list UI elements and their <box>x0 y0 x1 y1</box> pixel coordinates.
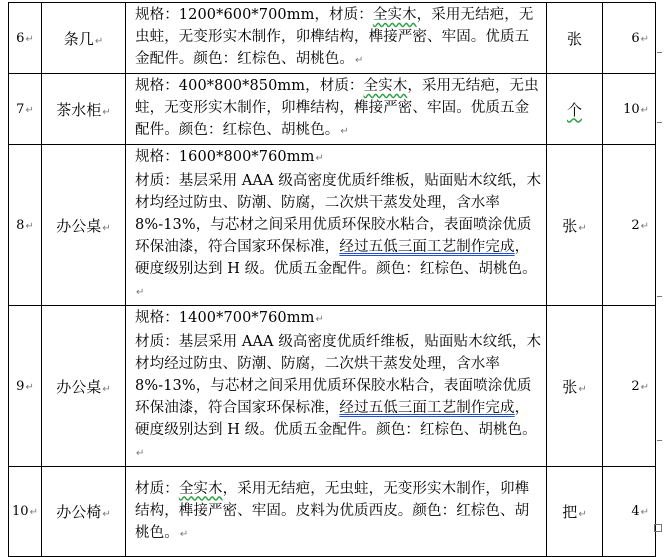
table-resize-handle[interactable] <box>654 524 662 532</box>
spellcheck-flagged-text: 全实木 <box>178 480 223 497</box>
description-paragraph <box>135 75 542 143</box>
item-description-cell[interactable] <box>126 74 547 145</box>
paragraph-mark-icon: ↵ <box>102 222 111 234</box>
table-edge-marker <box>657 52 662 53</box>
table-edge-marker <box>657 296 662 297</box>
paragraph-mark-icon: ↵ <box>25 104 34 116</box>
item-name: 办公桌 <box>56 216 102 235</box>
item-unit: 张 <box>566 29 582 48</box>
description-text: ，采用无结疤，无虫蛀，无变形实木制作，卯榫结构，榫接严密、牢固。优质五金配件。颜色：红棕色、胡桃色。 <box>135 78 539 138</box>
item-description-cell[interactable] <box>126 467 547 557</box>
item-name: 茶水柜 <box>56 100 102 119</box>
paragraph-mark-icon: ↵ <box>640 381 649 393</box>
table-row <box>9 467 656 557</box>
item-description-cell[interactable] <box>126 3 547 74</box>
description-text: ，硬度级别达到 H 级。优质五金配件。颜色：红棕色、胡桃色。 <box>135 400 537 438</box>
paragraph-mark-icon: ↵ <box>102 509 111 520</box>
item-unit-cell[interactable] <box>547 145 603 306</box>
item-number: 7 <box>16 101 25 117</box>
item-name-cell[interactable] <box>42 3 126 74</box>
paragraph-mark-icon: ↵ <box>315 314 324 325</box>
paragraph-mark-icon: ↵ <box>25 381 34 393</box>
item-quantity-cell[interactable] <box>603 74 656 145</box>
item-name-cell[interactable] <box>42 467 126 557</box>
paragraph-mark-icon: ↵ <box>136 287 145 298</box>
description-text: 规格：400*800*850mm，材质： <box>135 78 364 94</box>
item-quantity: 6 <box>631 30 640 46</box>
item-name: 办公椅 <box>56 503 102 521</box>
description-paragraph <box>135 170 542 304</box>
paragraph-mark-icon: ↵ <box>136 448 145 459</box>
paragraph-mark-icon: ↵ <box>640 507 649 518</box>
item-unit-cell[interactable] <box>547 74 603 145</box>
item-name-cell[interactable] <box>42 74 126 145</box>
paragraph-mark-icon: ↵ <box>102 383 111 395</box>
paragraph-mark-icon: ↵ <box>640 220 649 232</box>
description-text: ，采用无结疤，无虫蛀，无变形实木制作，卯榫结构，榫接严密、牢固。皮料为优质西皮。颜色：红棕色、胡桃色。 <box>135 480 530 541</box>
paragraph-mark-icon: ↵ <box>25 220 34 232</box>
description-paragraph <box>135 146 542 170</box>
table-edge-marker <box>657 122 662 123</box>
furniture-spec-table <box>8 2 656 557</box>
item-unit-cell[interactable] <box>547 306 603 467</box>
description-paragraph <box>135 478 542 546</box>
paragraph-mark-icon: ↵ <box>640 33 649 45</box>
item-number-cell[interactable] <box>9 467 42 557</box>
item-unit: 个 <box>566 100 582 119</box>
paragraph-mark-icon: ↵ <box>355 55 364 66</box>
item-quantity: 2 <box>631 217 640 233</box>
paragraph-mark-icon: ↵ <box>340 126 349 137</box>
item-quantity: 10 <box>623 101 640 117</box>
item-unit: 张 <box>562 377 578 396</box>
paragraph-mark-icon: ↵ <box>640 104 649 116</box>
item-name-cell[interactable] <box>42 145 126 306</box>
item-name-cell[interactable] <box>42 306 126 467</box>
item-number: 8 <box>16 217 25 233</box>
description-paragraph <box>135 4 542 72</box>
grammar-flagged-text: 经过五低三面工艺制作完成 <box>339 239 515 255</box>
table-edge-marker <box>657 440 662 441</box>
description-text: 规格：1400*700*760mm <box>135 310 315 326</box>
item-quantity-cell[interactable] <box>603 145 656 306</box>
item-description-cell[interactable] <box>126 145 547 306</box>
spellcheck-flagged-text: 全实木 <box>363 78 408 94</box>
item-number-cell[interactable] <box>9 306 42 467</box>
paragraph-mark-icon: ↵ <box>578 222 587 234</box>
item-unit: 把 <box>562 503 578 521</box>
spellcheck-flagged-text: 全实木 <box>372 7 417 23</box>
description-paragraph <box>135 307 542 331</box>
grammar-flagged-text: 经过五低三面工艺制作完成 <box>339 400 515 416</box>
item-unit-cell[interactable] <box>547 467 603 557</box>
table-row <box>9 3 656 74</box>
paragraph-mark-icon: ↵ <box>29 507 38 518</box>
description-text: 材质：基层采用 AAA 级高密度优质纤维板，贴面贴木纹纸，木材均经过防虫、防潮、防腐，二次烘干蒸发处理，含水率 8%-13%，与芯材之间采用优质环保胶水粘合，表面喷涂优质环保油漆，符合国家环保标准， <box>135 173 542 255</box>
paragraph-mark-icon: ↵ <box>578 509 587 520</box>
description-text: 材质：基层采用 AAA 级高密度优质纤维板，贴面贴木纹纸，木材均经过防虫、防潮、防腐，二次烘干蒸发处理，含水率 8%-13%，与芯材之间采用优质环保胶水粘合，表面喷涂优质环保油漆，符合国家环保标准， <box>135 334 542 416</box>
paragraph-mark-icon: ↵ <box>25 33 34 45</box>
item-unit-cell[interactable] <box>547 3 603 74</box>
paragraph-mark-icon: ↵ <box>94 35 104 47</box>
description-text: 规格：1200*600*700mm，材质： <box>135 7 373 23</box>
item-description-cell[interactable] <box>126 306 547 467</box>
table-row <box>9 306 656 467</box>
item-quantity-cell[interactable] <box>603 306 656 467</box>
description-text: 规格：1600*800*760mm <box>135 149 315 165</box>
item-number: 9 <box>16 378 25 394</box>
item-number-cell[interactable] <box>9 145 42 306</box>
description-text: ，硬度级别达到 H 级。优质五金配件。颜色：红棕色、胡桃色。 <box>135 239 537 277</box>
item-number: 10 <box>12 504 29 519</box>
description-paragraph <box>135 331 542 465</box>
item-quantity: 4 <box>631 504 640 519</box>
item-number-cell[interactable] <box>9 74 42 145</box>
paragraph-mark-icon: ↵ <box>315 153 324 164</box>
table-row <box>9 74 656 145</box>
item-name: 办公桌 <box>56 377 102 396</box>
description-text: ，采用无结疤，无虫蛀，无变形实木制作，卯榫结构，榫接严密、牢固。优质五金配件。颜色：红棕色、胡桃色。 <box>135 7 534 67</box>
item-unit: 张 <box>562 216 578 235</box>
table-row <box>9 145 656 306</box>
paragraph-mark-icon: ↵ <box>578 383 587 395</box>
description-text: 材质： <box>135 480 179 497</box>
paragraph-mark-icon: ↵ <box>179 528 189 540</box>
item-quantity: 2 <box>631 378 640 394</box>
item-number: 6 <box>16 30 25 46</box>
item-name: 条几 <box>63 29 94 48</box>
paragraph-mark-icon: ↵ <box>102 106 111 118</box>
item-quantity-cell[interactable] <box>603 467 656 557</box>
item-number-cell[interactable] <box>9 3 42 74</box>
item-quantity-cell[interactable] <box>603 3 656 74</box>
